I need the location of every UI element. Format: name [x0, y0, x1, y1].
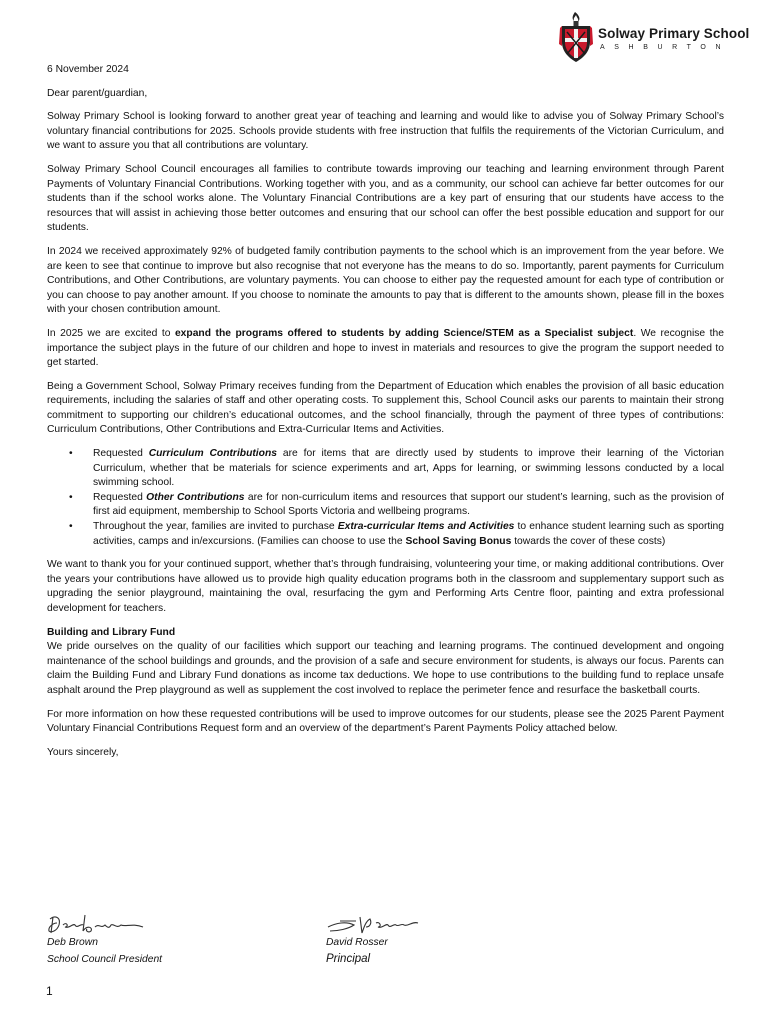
signature-david-rosser-icon [326, 913, 426, 939]
signatory-left-role: School Council President [47, 954, 163, 965]
paragraph-intro: Solway Primary School is looking forward to another great year of teaching and learning and would like to advise you of Solway Primary School’s voluntary financial contributions for 2025. Schools provide students with free instruction that fulfils the requirements of the Victorian Curriculum, and we want to assure you that all contributions are voluntary. [47, 111, 724, 152]
bullet2-emphasis: Other Contributions [146, 491, 245, 503]
signatory-right-name: David Rosser [326, 937, 388, 948]
paragraph-funding: Being a Government School, Solway Primary receives funding from the Department of Education which enables the provision of all basic education requirements, including the salaries of staff and other operating costs. To supplement this, School Council asks our parents to maintain their strong commitment to supporting our children’s educational outcomes, and the school financially, through the payment of three types of contributions: Curriculum Contributions, Other Contributions and Extra-Curricular Items and Activities. [47, 380, 724, 436]
school-logo [558, 10, 758, 65]
school-name: Solway Primary School [598, 26, 750, 41]
bullet3-emphasis: Extra-curricular Items and Activities [337, 521, 515, 533]
closing: Yours sincerely, [47, 746, 119, 758]
list-item [47, 520, 724, 549]
list-item [47, 447, 724, 491]
school-crest-icon [558, 10, 594, 64]
salutation: Dear parent/guardian, [47, 87, 148, 99]
paragraph-council: Solway Primary School Council encourages all families to contribute towards improving our teaching and learning environment through Parent Payments of Voluntary Financial Contributions. Working together with you, and as a community, our school can achieve far better outcomes for our students than if the school works alone. The Voluntary Financial Contributions are a key part of ensuring that our students have access to the resources that will assist in achieving those better outcomes and ensuring that our school can offer the best possible education and support for our students. [47, 163, 724, 234]
para4-bold: expand the programs offered to students by adding Science/STEM as a Specialist subject [174, 327, 634, 339]
paragraph-more-info: For more information on how these requested contributions will be used to improve outcomes for our students, please see the 2025 Parent Payment Voluntary Financial Contributions Request form and an overview of the department’s Parent Payments Policy attached below. [47, 708, 724, 735]
signature-block [47, 897, 647, 972]
letter-date: 6 November 2024 [47, 64, 129, 75]
paragraph-2025 [47, 327, 724, 371]
paragraph-building-fund: We pride ourselves on the quality of our facilities which support our teaching and learning programs. The continued development and ongoing maintenance of the school buildings and grounds, and the provision of a safe and secure environment for students, is always our focus. Parents can claim the Building Fund and Library Fund donations as income tax deductions. We hope to use contributions to the building fund to replace unsafe asphalt around the Prep playground as well as supplement the cost involved to replace the perimeter fence and resurface the basketball courts. [47, 641, 724, 696]
para4-pre: In 2025 we are excited to [47, 327, 175, 339]
contribution-list [47, 447, 724, 549]
bullet3-post: towards the cover of these costs) [511, 535, 666, 547]
bullet3-pre: Throughout the year, families are invited to purchase [93, 521, 338, 533]
bullet1-post: are for items that are directly used by students to improve their learning of the Victorian Curriculum, whether that be materials for science experiments and art, Apps for learning, or swimming lessons conducted by a local swimming school. [93, 448, 724, 489]
page-number: 1 [46, 984, 53, 998]
bullet-symbol: • [69, 491, 73, 503]
signatory-right-role: Principal [326, 953, 371, 965]
bullet-symbol: • [69, 521, 73, 533]
bullet2-pre: Requested [93, 491, 147, 503]
signatory-left-name: Deb Brown [47, 937, 98, 948]
list-item [47, 491, 724, 520]
letter-body [47, 63, 724, 760]
bullet-symbol: • [69, 448, 73, 460]
bullet1-emphasis: Curriculum Contributions [148, 448, 277, 460]
signature-deb-brown-icon [47, 911, 157, 939]
bullet3-bold: School Saving Bonus [405, 535, 512, 547]
paragraph-2024: In 2024 we received approximately 92% of budgeted family contribution payments to the school which is an improvement from the year before. We are keen to see that continue to improve but also recognise that not everyone has the means to do so. Importantly, parent payments for Curriculum Contributions, and Other Contributions, are voluntary payments. You can choose to either pay the requested amount for each type of contribution or you can choose to pay another amount. If you choose to nominate the amounts to pay that is different to the amounts shown, please fill in the boxes with your chosen contribution amount. [47, 245, 724, 316]
bullet3-mid: to enhance student learning such as sporting activities, camps and in/excursions. (Families can choose to use the [93, 521, 724, 547]
bullet2-post: are for non-curriculum items and resources that support our student’s learning, such as the provision of first aid equipment, membership to School Sports Victoria and wellbeing programs. [93, 491, 725, 518]
paragraph-thanks: We want to thank you for your continued support, whether that’s through fundraising, volunteering your time, or making additional contributions. Over the years your contributions have allowed us to provide high quality education programs both in the classroom and supplementary support such as upgrading the senior playground, maintaining the oval, resurfacing the gym and Performing Arts Centre floor, painting and extra professional development for teachers. [47, 559, 724, 614]
para4-post: . We recognise the importance the subject plays in the future of our children and hope to invest in materials and resources to give the program the support needed to get started. [47, 327, 724, 369]
bullet1-pre: Requested [93, 448, 149, 460]
heading-building-fund: Building and Library Fund [47, 626, 176, 638]
school-town: ASHBURTON [600, 44, 731, 51]
